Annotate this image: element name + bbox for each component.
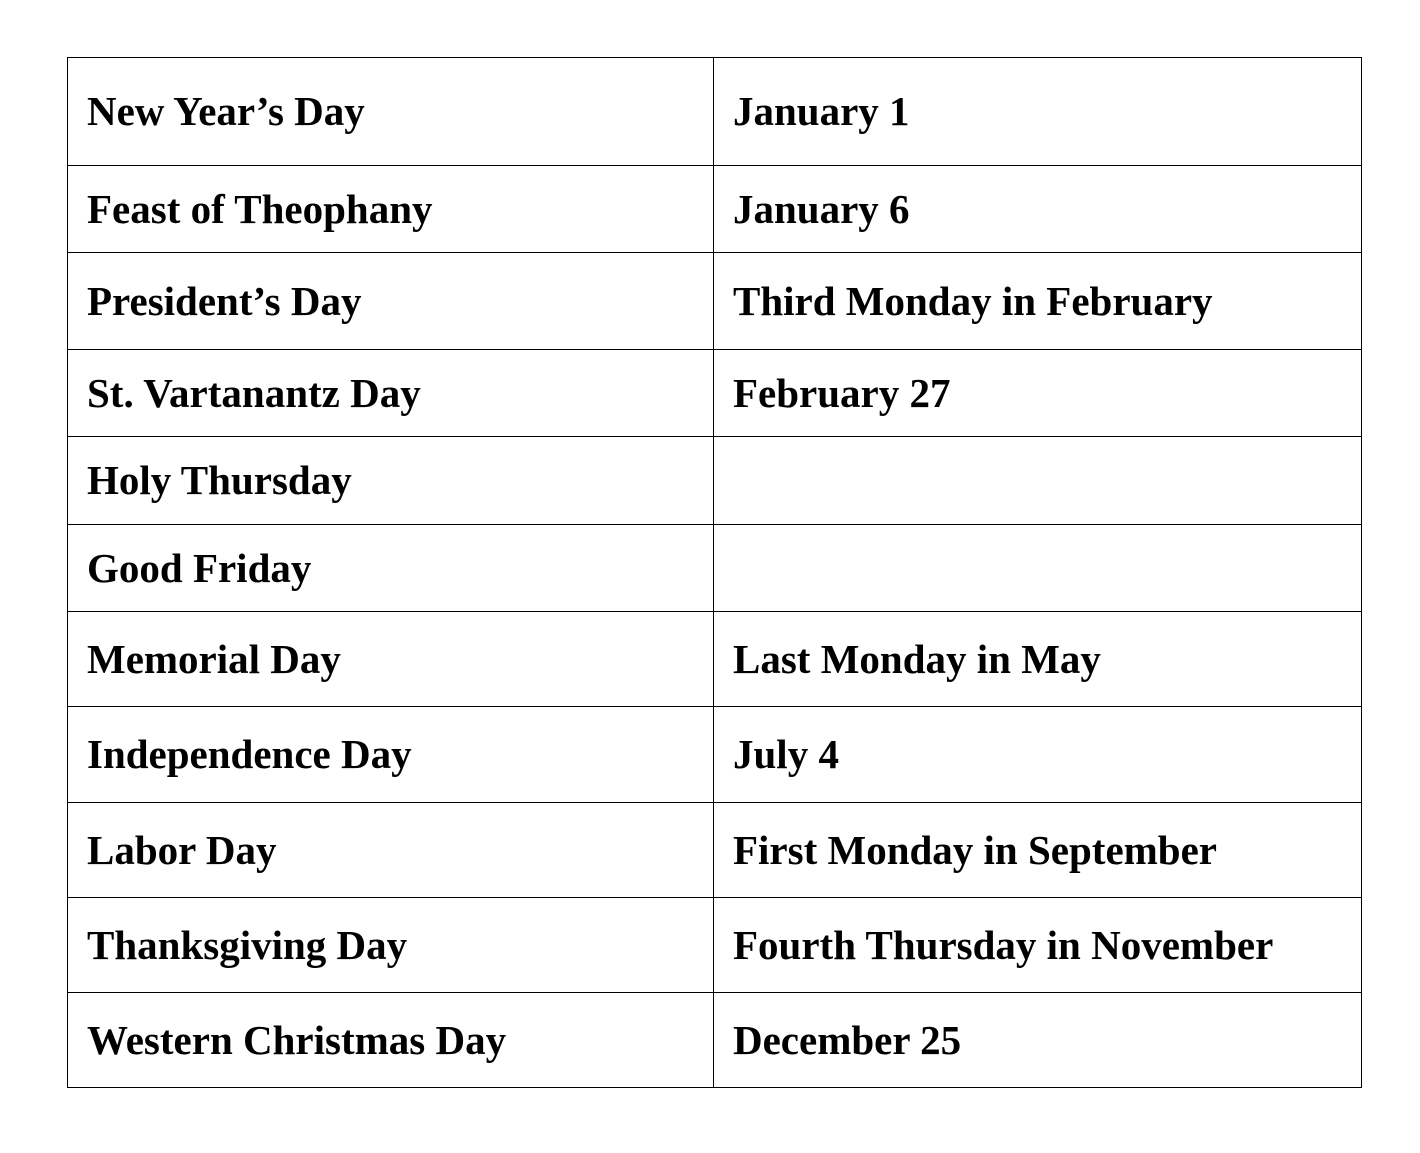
holiday-name-cell: Labor Day: [68, 803, 714, 898]
holiday-name-cell: President’s Day: [68, 253, 714, 350]
holiday-date-cell: Last Monday in May: [714, 612, 1362, 707]
holiday-table: [67, 57, 1362, 1088]
holiday-date-cell: Fourth Thursday in November: [714, 898, 1362, 993]
table-row: [68, 253, 1362, 350]
holiday-name-cell: Good Friday: [68, 525, 714, 612]
holiday-name-cell: Independence Day: [68, 707, 714, 803]
table-row: [68, 707, 1362, 803]
table-row: [68, 166, 1362, 253]
holiday-date-cell: January 1: [714, 58, 1362, 166]
holiday-name-cell: Western Christmas Day: [68, 993, 714, 1088]
holiday-date-cell: January 6: [714, 166, 1362, 253]
holiday-date-cell: Third Monday in February: [714, 253, 1362, 350]
holiday-name-cell: Thanksgiving Day: [68, 898, 714, 993]
table-row: [68, 993, 1362, 1088]
table-row: [68, 525, 1362, 612]
table-row: [68, 898, 1362, 993]
holiday-name-cell: Feast of Theophany: [68, 166, 714, 253]
holiday-date-cell: [714, 437, 1362, 525]
holiday-name-cell: St. Vartanantz Day: [68, 350, 714, 437]
holiday-name-cell: Memorial Day: [68, 612, 714, 707]
holiday-date-cell: February 27: [714, 350, 1362, 437]
holiday-date-cell: July 4: [714, 707, 1362, 803]
holiday-name-cell: Holy Thursday: [68, 437, 714, 525]
holiday-date-cell: First Monday in September: [714, 803, 1362, 898]
holiday-date-cell: [714, 525, 1362, 612]
table-row: [68, 437, 1362, 525]
table-row: [68, 58, 1362, 166]
holiday-table-body: [68, 58, 1362, 1088]
table-row: [68, 350, 1362, 437]
table-row: [68, 803, 1362, 898]
table-row: [68, 612, 1362, 707]
holiday-name-cell: New Year’s Day: [68, 58, 714, 166]
holiday-date-cell: December 25: [714, 993, 1362, 1088]
